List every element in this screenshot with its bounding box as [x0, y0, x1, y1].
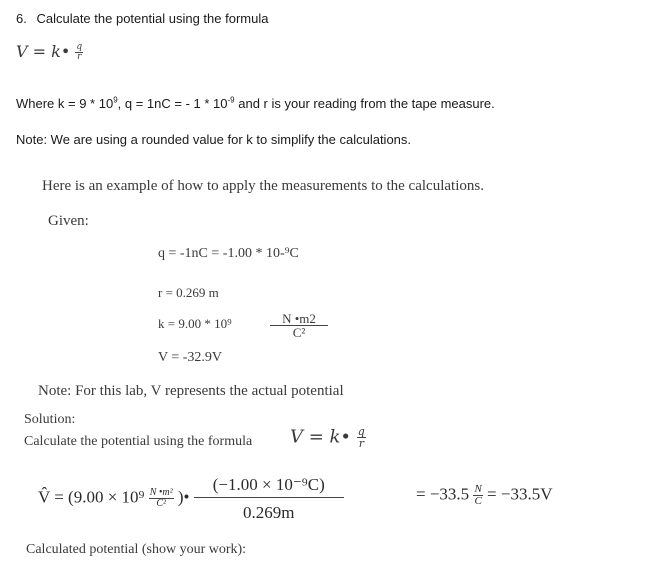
given-k — [158, 316, 232, 332]
calc-unit-num: N •m² — [149, 487, 173, 498]
solution-formula-fraction — [357, 426, 366, 449]
lab-note: Note: For this lab, V represents the actual potential — [38, 383, 344, 399]
solution-formula — [290, 426, 366, 449]
formula-numerator: q — [76, 42, 83, 52]
calc-result-unit-num: N — [474, 483, 482, 495]
where-part-3: and r is your reading from the tape measure. — [234, 96, 495, 111]
solution-text: Calculate the potential using the formula — [24, 434, 253, 449]
calculated-prompt: Calculated potential (show your work): — [26, 542, 247, 557]
calc-close: )• — [177, 487, 190, 507]
formula-lhs: V = k• — [16, 42, 71, 61]
calculation — [38, 476, 344, 521]
calc-denominator: 0.269m — [243, 503, 295, 522]
calc-unit-fraction — [149, 488, 174, 509]
calc-result — [416, 484, 552, 507]
given-k-unit-fraction — [270, 312, 328, 339]
given-q: q = -1nC = -1.00 * 10-⁹C — [158, 246, 299, 261]
given-k-unit — [270, 312, 328, 339]
given-v: V = -32.9V — [158, 350, 223, 365]
calc-numerator: (−1.00 × 10⁻⁹C) — [194, 476, 344, 498]
given-k-unit-num: N •m2 — [270, 312, 328, 326]
calc-result-unit — [473, 484, 482, 507]
where-part-1: Where k = 9 * 10 — [16, 96, 114, 111]
given-r: r = 0.269 m — [158, 285, 219, 300]
given-k-unit-den: C² — [292, 325, 306, 340]
formula-fraction — [75, 43, 83, 62]
given-label: Given: — [48, 213, 89, 229]
rounding-note: Note: We are using a rounded value for k to simplify the calculations. — [16, 132, 412, 147]
where-line — [16, 96, 495, 111]
where-exp-1: 9 — [113, 95, 118, 105]
given-k-value: k = 9.00 * 10⁹ — [158, 316, 232, 331]
step-title: Calculate the potential using the formula — [36, 11, 269, 26]
formula-denominator: r — [77, 52, 82, 62]
solution-formula-lhs: V = k• — [290, 426, 352, 448]
calc-result-unit-den: C — [474, 495, 482, 507]
where-part-2: , q = 1nC = - 1 * 10 — [117, 96, 228, 111]
solution-formula-num: q — [357, 425, 365, 438]
where-exp-2: -9 — [227, 95, 235, 105]
example-intro: Here is an example of how to apply the measurements to the calculations. — [42, 178, 484, 194]
calc-result-value: = −33.5 — [416, 484, 470, 504]
calc-main-fraction — [194, 476, 344, 521]
potential-formula — [16, 42, 83, 62]
step-heading — [16, 11, 268, 26]
step-number: 6. — [16, 11, 27, 26]
calc-lhs: V̂ = (9.00 × 10⁹ — [38, 487, 145, 507]
calc-result-final: = −33.5V — [487, 484, 553, 504]
solution-label: Solution: — [24, 412, 76, 427]
calc-unit-den: C² — [156, 498, 167, 509]
solution-formula-den: r — [358, 437, 364, 450]
